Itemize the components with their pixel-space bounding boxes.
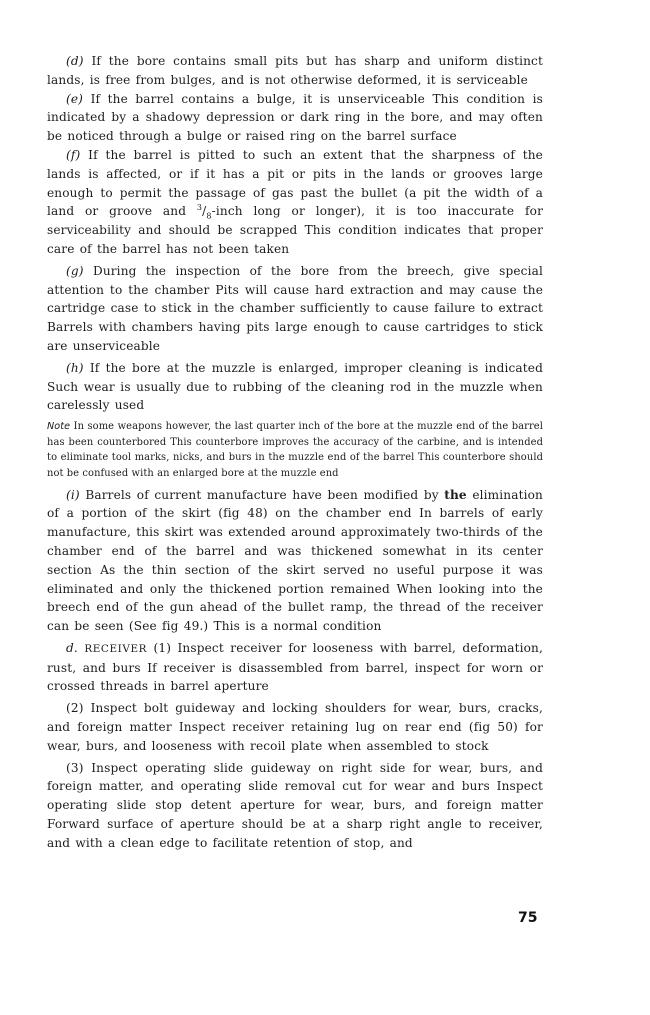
page-body	[47, 52, 543, 853]
paragraph-d	[47, 52, 543, 90]
paragraph-receiver-3	[47, 759, 543, 853]
paragraph-text: (1) Inspect receiver for looseness with barrel, deformation, rust, and burs If receiver is disassembled from barrel, inspect for worn or crossed threads in barrel aperture	[47, 640, 543, 694]
paragraph-h	[47, 359, 543, 415]
paragraph-label: (f)	[66, 147, 81, 162]
paragraph-text: If the barrel contains a bulge, it is unserviceable This condition is indicated by a shadowy depression or dark ring in the bore, and may often be noticed through a bulge or raised ring on the barrel surface	[47, 91, 543, 144]
paragraph-i	[47, 486, 543, 636]
section-label: d.	[66, 640, 78, 655]
paragraph-text: (2) Inspect bolt guideway and locking shoulders for wear, burs, cracks, and foreign matter Inspect receiver retaining lug on rear end (fig 50) for wear, burs, and looseness with recoil plate when assembled to stock	[47, 701, 543, 753]
paragraph-label: (g)	[66, 263, 84, 278]
paragraph-receiver	[47, 639, 543, 696]
fraction-denominator: 8	[206, 211, 212, 221]
fraction-numerator: 3	[196, 203, 203, 213]
bold-word: the	[444, 487, 467, 502]
paragraph-receiver-2	[47, 699, 543, 755]
paragraph-text: If the bore at the muzzle is enlarged, improper cleaning is indicated Such wear is usually due to rubbing of the cleaning rod in the muzzle when carelessly used	[47, 360, 543, 413]
note-label: Note	[47, 421, 71, 433]
paragraph-label: (h)	[66, 360, 84, 375]
paragraph-label: (e)	[66, 91, 84, 106]
paragraph-e	[47, 90, 543, 146]
section-heading: RECEIVER	[84, 642, 148, 655]
note-text: In some weapons however, the last quarter inch of the bore at the muzzle end of the barrel has been counterbored This counterbore improves the accuracy of the carbine, and is intended to eliminate tool marks, nicks, and burs in the muzzle end of the barrel This counterbore should not be confused with an enlarged bore at the muzzle end	[47, 421, 543, 479]
paragraph-text: Barrels of current manufacture have been modified by	[85, 487, 445, 502]
paragraph-text: During the inspection of the bore from the breech, give special attention to the chamber Pits will cause hard extraction and may cause the cartridge case to stick in the chamber sufficiently to cause failure to extract Barrels with chambers having pits large enough to cause cartridges to stick are unserviceable	[47, 263, 543, 353]
page-number: 75	[518, 910, 538, 926]
paragraph-text: elimination of a portion of the skirt (fig 48) on the chamber end In barrels of early manufacture, this skirt was extended around approximately two-thirds of the chamber end of the barrel and was thickened somewhat in its center section As the thin section of the skirt served no useful purpose it was eliminated and only the thickened portion remained When looking into the breech end of the gun ahead of the bullet ramp, the thread of the receiver can be seen (See fig 49.) This is a normal condition	[47, 487, 543, 634]
paragraph-text: -inch long or longer), it is too inaccurate for serviceability and should be scrapped This condition indicates that proper care of the barrel has not been taken	[47, 204, 544, 256]
paragraph-label: (d)	[66, 54, 84, 68]
note-paragraph	[47, 419, 543, 481]
paragraph-text: If the bore contains small pits but has sharp and uniform distinct lands, is free from bulges, and is not otherwise deformed, it is serviceable	[47, 54, 543, 87]
paragraph-label: (i)	[66, 487, 80, 502]
paragraph-text: (3) Inspect operating slide guideway on right side for wear, burs, and foreign matter, and operating slide removal cut for wear and burs Inspect operating slide stop detent aperture for wear, burs, and foreign matter Forward surface of aperture should be at a sharp right angle to receiver, and with a clean edge to facilitate retention of stop, and	[47, 760, 543, 850]
paragraph-g	[47, 262, 543, 356]
paragraph-text: If the barrel is pitted to such an extent that the sharpness of the lands is affected, or if it has a pit or pits in the lands or grooves large enough to permit the passage of gas past the bullet (a pit the width of a land or groove and	[47, 147, 543, 219]
paragraph-f: (f) If the barrel is pitted to such an extent that the sharpness of the lands is affected, or if it has a pit or pits in the lands or grooves large enough to permit the passage of gas past the bullet (a pit the width of a land or groove and $^3/_8$-inch long or longer), it is too inaccurate for serviceability and should be scrapped This condition indicates that proper care of the barrel has not been taken	[47, 147, 544, 256]
